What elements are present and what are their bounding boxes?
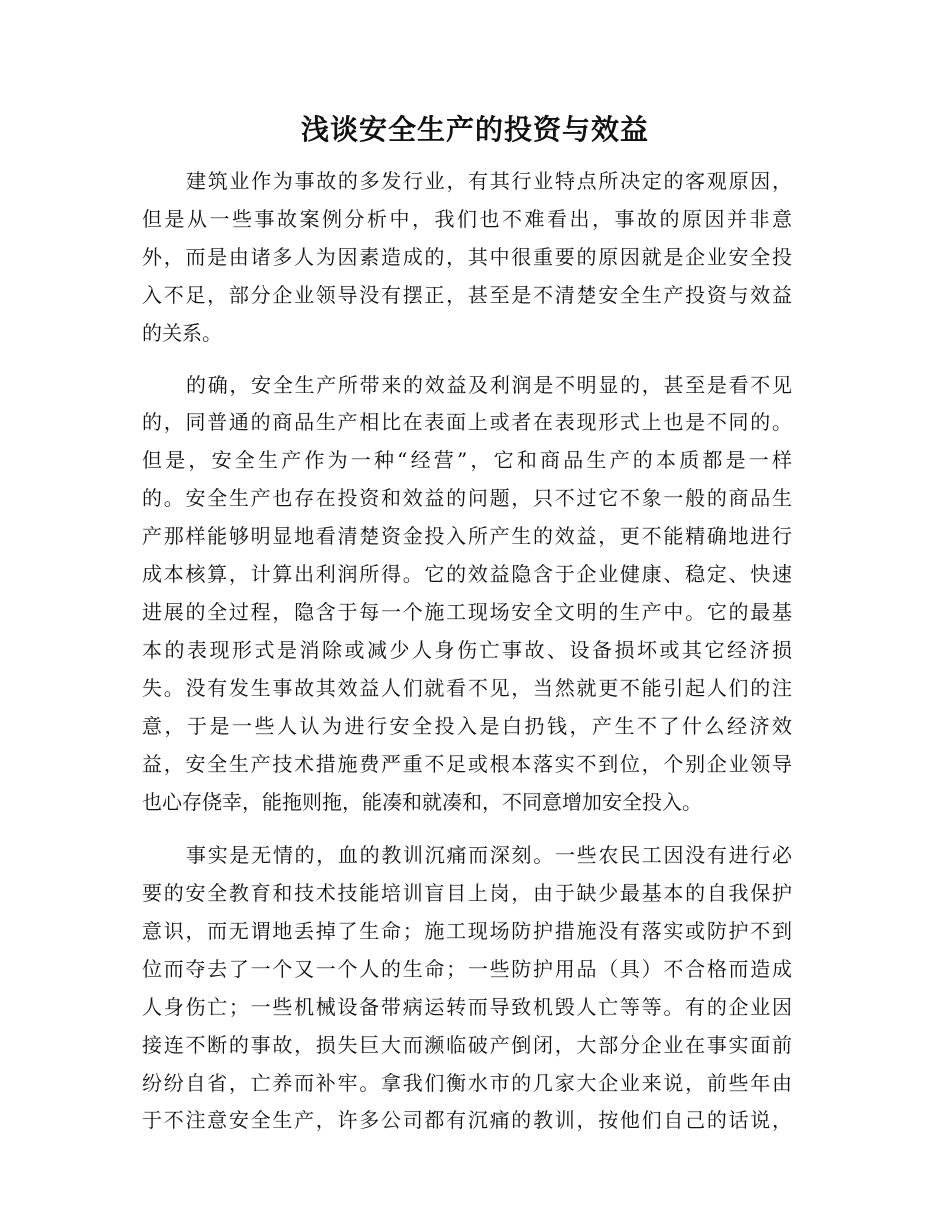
paragraph-3-line-4: 位而夺去了一个又一个人的生命；一些防护用品（具）不合格而造成: [142, 957, 792, 981]
paragraph-2-line-8: 本的表现形式是消除或减少人身伤亡事故、设备损坏或其它经济损: [142, 638, 792, 662]
paragraph-2-line-2: 的，同普通的商品生产相比在表面上或者在表现形式上也是不同的。: [142, 410, 792, 434]
paragraph-2-line-1: 的确，安全生产所带来的效益及利润是不明显的，甚至是看不见: [186, 373, 792, 397]
paragraph-3-line-6: 接连不断的事故，损失巨大而濒临破产倒闭，大部分企业在事实面前: [142, 1033, 792, 1057]
paragraph-2-line-3: 但是，安全生产作为一种“经营”，它和商品生产的本质都是一样: [142, 448, 792, 472]
paragraph-2-line-12: 也心存侥幸，能拖则拖，能凑和就凑和，不同意增加安全投入。: [142, 790, 702, 814]
paragraph-2-line-7: 进展的全过程，隐含于每一个施工现场安全文明的生产中。它的最基: [142, 600, 792, 624]
paragraph-2-line-5: 产那样能够明显地看清楚资金投入所产生的效益，更不能精确地进行: [142, 524, 792, 548]
document-title: 浅谈安全生产的投资与效益: [300, 113, 649, 146]
paragraph-3-line-8: 于不注意安全生产，许多公司都有沉痛的教训，按他们自己的话说，: [142, 1108, 792, 1132]
paragraph-2-line-11: 益，安全生产技术措施费严重不足或根本落实不到位，个别企业领导: [142, 752, 792, 776]
paragraph-2-line-6: 成本核算，计算出利润所得。它的效益隐含于企业健康、稳定、快速: [142, 562, 792, 586]
paragraph-3-line-3: 意识，而无谓地丢掉了生命；施工现场防护措施没有落实或防护不到: [142, 919, 792, 943]
paragraph-1-line-4: 入不足，部分企业领导没有摆正，甚至是不清楚安全生产投资与效益: [142, 283, 792, 307]
paragraph-3-line-1: 事实是无情的，血的教训沉痛而深刻。一些农民工因没有进行必: [186, 843, 792, 867]
paragraph-2-line-10: 意，于是一些人认为进行安全投入是白扔钱，产生不了什么经济效: [142, 714, 792, 738]
paragraph-1-line-1: 建筑业作为事故的多发行业，有其行业特点所决定的客观原因，: [186, 169, 792, 193]
paragraph-2-line-9: 失。没有发生事故其效益人们就看不见，当然就更不能引起人们的注: [142, 676, 792, 700]
paragraph-3-line-7: 纷纷自省，亡养而补牢。拿我们衡水市的几家大企业来说，前些年由: [142, 1071, 792, 1095]
paragraph-3-line-5: 人身伤亡；一些机械设备带病运转而导致机毁人亡等等。有的企业因: [142, 995, 792, 1019]
paragraph-3-line-2: 要的安全教育和技术技能培训盲目上岗，由于缺少最基本的自我保护: [142, 881, 792, 905]
paragraph-1-line-2: 但是从一些事故案例分析中，我们也不难看出，事故的原因并非意: [142, 207, 792, 231]
paragraph-2-line-4: 的。安全生产也存在投资和效益的问题，只不过它不象一般的商品生: [142, 486, 792, 510]
paragraph-1-line-3: 外，而是由诸多人为因素造成的，其中很重要的原因就是企业安全投: [142, 245, 792, 269]
paragraph-1-line-5: 的关系。: [142, 321, 222, 345]
